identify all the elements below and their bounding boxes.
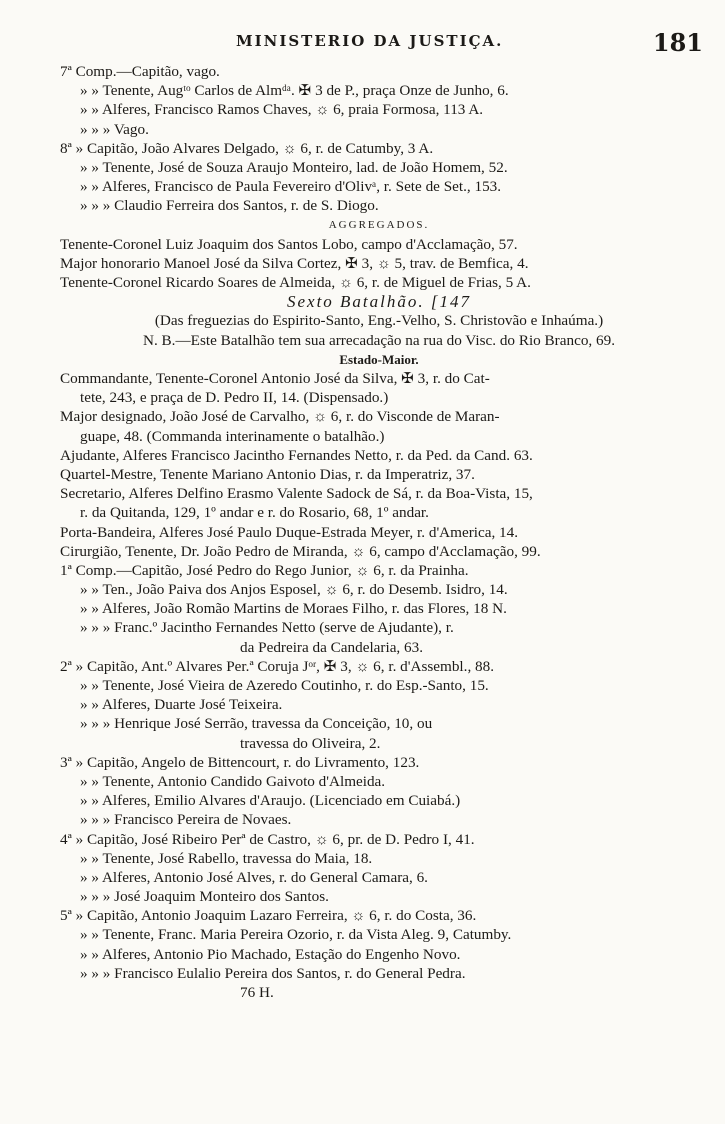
text-line: » » Tenente, José Vieira de Azeredo Coutinho, r. do Esp.-Santo, 15. (80, 677, 489, 694)
text-line: (Das freguezias do Espirito-Santo, Eng.-Velho, S. Christovão e Inhaúma.) (154, 312, 604, 330)
text-line: tete, 243, e praça de D. Pedro II, 14. (Dispensado.) (80, 389, 389, 407)
note-line: N. B.—Este Batalhão tem sua arrecadação na rua do Visc. do Rio Branco, 69. (142, 331, 615, 349)
text-line: Major designado, João José de Carvalho, ☼ 6, r. do Visconde de Maran- (60, 408, 500, 426)
text-line: r. da Quitanda, 129, 1º andar e r. do Rosario, 68, 1º andar. (80, 504, 429, 522)
text-line: » » » Claudio Ferreira dos Santos, r. de S. Diogo. (80, 197, 379, 215)
text-line: » » Alferes, João Romão Martins de Moraes Filho, r. das Flores, 18 N. (80, 600, 507, 618)
text-line: » » Alferes, Francisco de Paula Fevereiro d'Olivᵃ, r. Sete de Set., 153. (80, 178, 502, 196)
subsection-heading: AGGREGADOS. (328, 218, 430, 231)
text-line: » » Ten., João Paiva dos Anjos Esposel, ☼ 6, r. do Desemb. Isidro, 14. (80, 581, 508, 599)
text-line: » » » Francisco Eulalio Pereira dos Santos, r. do General Pedra. (80, 964, 466, 982)
page-header (60, 30, 703, 58)
text-line: » » Alferes, Antonio José Alves, r. do General Camara, 6. (80, 868, 428, 886)
text-line: » » » Vago. (80, 120, 149, 138)
subsection-heading: Estado-Maior. (339, 351, 419, 367)
text-line: Tenente-Coronel Luiz Joaquim dos Santos Lobo, campo d'Acclamação, 57. (60, 235, 518, 253)
text-line: 3ª » Capitão, Angelo de Bittencourt, r. do Livramento, 123. (60, 753, 420, 771)
page-number: 181 (652, 28, 703, 57)
section-heading: Sexto Batalhão. [147 (286, 292, 471, 312)
text-line: » » Tenente, Antonio Candido Gaivoto d'Almeida. (80, 772, 386, 790)
text-line: travessa do Oliveira, 2. (240, 734, 381, 752)
document-body (60, 62, 698, 1002)
text-line: » » Alferes, Duarte José Teixeira. (80, 696, 283, 714)
text-line: Porta-Bandeira, Alferes José Paulo Duque-Estrada Meyer, r. d'America, 14. (60, 523, 519, 541)
text-line: Quartel-Mestre, Tenente Mariano Antonio Dias, r. da Imperatriz, 37. (60, 465, 475, 483)
text-line: guape, 48. (Commanda interinamente o batalhão.) (80, 427, 385, 445)
text-line: 7ª Comp.—Capitão, vago. (60, 63, 220, 80)
text-line: Secretario, Alferes Delfino Erasmo Valente Sadock de Sá, r. da Boa-Vista, 15, (60, 485, 533, 503)
text-line: » » Alferes, Emilio Alvares d'Araujo. (Licenciado em Cuiabá.) (80, 792, 461, 810)
text-line: » » Alferes, Francisco Ramos Chaves, ☼ 6, praia Formosa, 113 A. (80, 101, 484, 119)
text-line: » » » Francisco Pereira de Novaes. (80, 811, 292, 829)
text-line: 2ª » Capitão, Ant.º Alvares Per.ª Coruja Jᵒʳ, ✠ 3, ☼ 6, r. d'Assembl., 88. (60, 657, 495, 675)
text-line: » » Tenente, Augᵗᵒ Carlos de Almᵈᵃ. ✠ 3 de P., praça Onze de Junho, 6. (80, 82, 509, 100)
text-line: 1ª Comp.—Capitão, José Pedro do Rego Junior, ☼ 6, r. da Prainha. (60, 561, 469, 579)
text-line: » » Tenente, José de Souza Araujo Monteiro, lad. de João Homem, 52. (80, 158, 508, 176)
text-line: Ajudante, Alferes Francisco Jacintho Fernandes Netto, r. da Ped. da Cand. 63. (60, 446, 533, 464)
text-line: » » Tenente, Franc. Maria Pereira Ozorio, r. da Vista Aleg. 9, Catumby. (80, 926, 512, 944)
text-line: da Pedreira da Candelaria, 63. (240, 638, 424, 656)
text-line: Cirurgião, Tenente, Dr. João Pedro de Miranda, ☼ 6, campo d'Acclamação, 99. (60, 542, 541, 560)
text-line: » » Tenente, José Rabello, travessa do Maia, 18. (80, 849, 373, 867)
running-title: MINISTERIO DA JUSTIÇA. (236, 32, 504, 50)
text-line: Tenente-Coronel Ricardo Soares de Almeida, ☼ 6, r. de Miguel de Frias, 5 A. (60, 274, 531, 292)
text-line: 8ª » Capitão, João Alvares Delgado, ☼ 6, r. de Catumby, 3 A. (60, 139, 434, 157)
text-line: 5ª » Capitão, Antonio Joaquim Lazaro Ferreira, ☼ 6, r. do Costa, 36. (60, 907, 477, 925)
text-line: » » » Franc.º Jacintho Fernandes Netto (serve de Ajudante), r. (80, 619, 454, 637)
text-line: 76 H. (240, 984, 274, 1001)
text-line: » » Alferes, Antonio Pio Machado, Estação do Engenho Novo. (80, 945, 461, 963)
text-line: Major honorario Manoel José da Silva Cortez, ✠ 3, ☼ 5, trav. de Bemfica, 4. (60, 254, 529, 272)
text-line: » » » Henrique José Serrão, travessa da Conceição, 10, ou (80, 715, 433, 733)
text-line: Commandante, Tenente-Coronel Antonio José da Silva, ✠ 3, r. do Cat- (60, 370, 490, 387)
text-line: » » » José Joaquim Monteiro dos Santos. (80, 888, 329, 906)
text-line: 4ª » Capitão, José Ribeiro Perª de Castro, ☼ 6, pr. de D. Pedro I, 41. (60, 830, 475, 848)
